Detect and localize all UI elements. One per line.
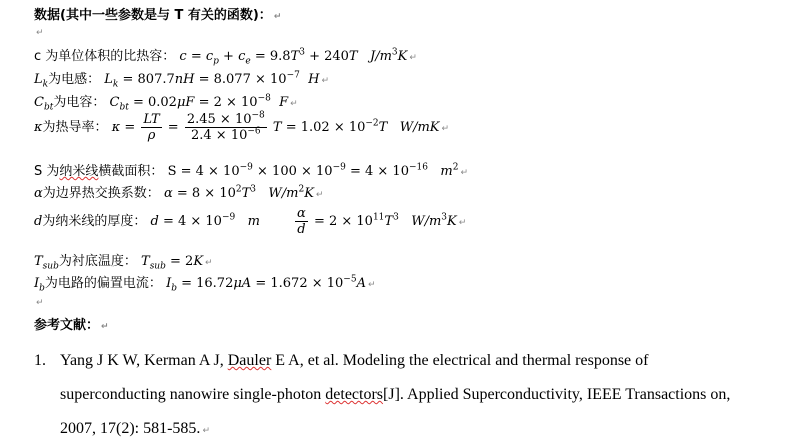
paragraph-mark: ↵ [460,168,468,178]
paragraph-mark: ↵ [273,12,282,22]
s-label-underlined: 纳米线 [59,164,99,179]
references-title-text: 参考文献： [34,318,100,333]
reference-number: 1. [34,352,46,369]
ref-author-underlined: Dauler [227,352,272,369]
c-line [34,45,417,67]
ref-text: superconducting nanowire single-photon [60,386,326,403]
ref-word-underlined: detectors [325,386,384,403]
paragraph-mark: ↵ [441,124,450,134]
cbt-line: $C_{bt}$为电容： $C_{bt} = 0.02\mu F = 2 \times 10^{-8}$ F ↵ [34,93,298,113]
paragraph-mark: ↵ [321,76,329,86]
alpha-formula: $\alpha = 8 \times 10^2T^3$ $W/m^2K$ [163,184,314,201]
reference-line-2 [60,386,730,404]
reference-line-1 [60,352,648,370]
d-label: 为纳米线的厚度： [42,214,147,229]
d-formula: $d = 4 \times 10^{-9}$ m $\frac{\alpha}{d}$ = $2 \times 10^{11}T^3$ $W/m^3K$ [150,206,457,237]
paragraph-mark: ↵ [409,53,417,63]
s-label-prefix: S 为 [34,164,60,179]
kappa-formula: κ = $\frac{LT}{\rho}$ = $\frac{2.45 \times 10^{-8}}{2.4 \times 10^{-6}}$ $T = 1.02 \times 10^{-2}T$ W/mK [111,110,440,143]
cbt-label: 为电容： [53,95,106,110]
ib-label: 为电路的偏置电流： [44,276,162,291]
kappa-line: κ为热导率： κ = $\frac{LT}{\rho}$ = $\frac{2.45 \times 10^{-8}}{2.4 \times 10^{-6}}$ $T = 1.02 \times 10^{-2}T$ W/mK ↵ [34,110,450,143]
s-label-suffix: 横截面积： [98,164,164,179]
paragraph-mark: ↵ [36,28,44,38]
lk-line: $L_k$为电感： $L_k = 807.7nH = 8.077 \times 10^{-7}$ H ↵ [34,70,329,90]
lk-label: 为电感： [48,72,101,87]
empty-paragraph [34,294,44,309]
alpha-label: 为边界热交换系数： [42,186,160,201]
tsub-label: 为衬底温度： [58,254,137,269]
alpha-line: α为边界热交换系数： $\alpha = 8 \times 10^2T^3$ $W/m^2K$ ↵ [34,184,324,201]
tsub-formula: $T_{sub} = 2K$ [141,254,204,272]
paragraph-mark: ↵ [101,322,109,332]
cbt-formula: $C_{bt} = 0.02\mu F = 2 \times 10^{-8}$ F [109,93,289,113]
reference-line-3 [60,420,210,438]
ref-text: Yang J K W, Kerman A J, [60,352,228,369]
ref-text: E A, et al. Modeling the electrical and thermal response of [271,352,649,369]
kappa-label: 为热导率： [42,120,108,135]
s-formula: $S = 4 \times 10^{-9} \times 100 \times 10^{-9} = 4 \times 10^{-16}$ $m^2$ [167,162,459,179]
c-label: c 为单位体积的比热容： [34,49,176,64]
paragraph-mark: ↵ [36,298,44,308]
ref-text: [J]. Applied Superconductivity, IEEE Transactions on, [383,386,731,403]
paragraph-mark: ↵ [290,99,298,109]
ib-formula: $I_b = 16.72\mu A = 1.672 \times 10^{-5}A$ [166,274,366,294]
paragraph-mark: ↵ [315,190,324,200]
references-title [34,314,109,333]
s-line [34,160,468,179]
data-heading [34,4,281,23]
c-formula: $c = c_p + c_e = 9.8T^3 + 240T$ $J/m^3K$ [179,47,408,67]
heading-text: 数据(其中一些参数是与 T 有关的函数)： [34,8,272,23]
empty-paragraph [34,24,44,39]
paragraph-mark: ↵ [458,218,467,228]
lk-formula: $L_k = 807.7nH = 8.077 \times 10^{-7}$ H [104,70,320,90]
paragraph-mark: ↵ [202,426,210,436]
paragraph-mark: ↵ [367,280,376,290]
d-line: d为纳米线的厚度： $d = 4 \times 10^{-9}$ m $\frac{\alpha}{d}$ = $2 \times 10^{11}T^3$ $W/m^3K$ ↵ [34,206,467,237]
ref-text: 2007, 17(2): 581-585. [60,420,201,437]
ib-line: $I_b$为电路的偏置电流： $I_b = 16.72\mu A = 1.672 \times 10^{-5}A$ ↵ [34,274,376,294]
tsub-line: $T_{sub}$为衬底温度： $T_{sub} = 2K$ ↵ [34,254,213,272]
paragraph-mark: ↵ [205,258,213,268]
